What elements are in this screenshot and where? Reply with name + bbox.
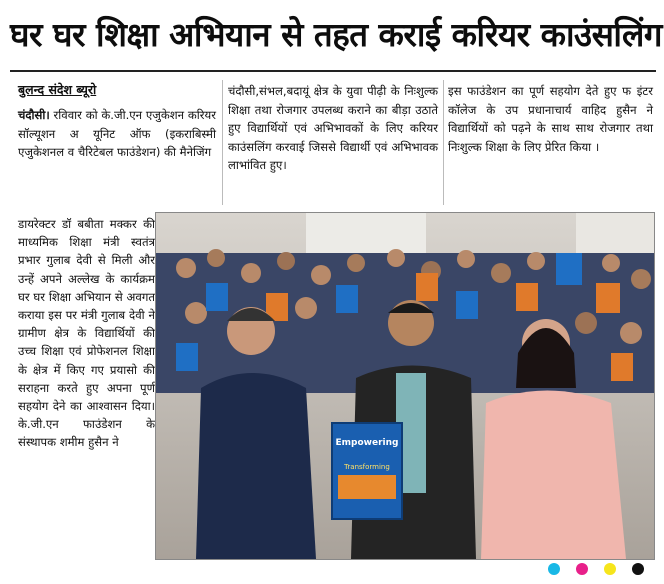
- article-column-1: [18, 106, 216, 162]
- black-mark: [632, 563, 644, 575]
- print-registration-marks: [548, 563, 656, 575]
- cyan-mark: [548, 563, 560, 575]
- book-subtitle: Transforming: [344, 463, 390, 471]
- dateline: चंदौसी।: [18, 108, 50, 122]
- magenta-mark: [576, 563, 588, 575]
- column-1-text: रविवार को के.जी.एन एजुकेशन करियर सॉल्यूशन अ यूनिट ऑफ (इकराबिस्मी एजुकेशनल व चैरिटेबल फाउंडेशन) की मैनेजिंग: [18, 108, 216, 160]
- byline: बुलन्द संदेश ब्यूरो: [18, 82, 97, 97]
- classroom-photo-illustration: [156, 213, 654, 559]
- article-column-2: चंदौसी,संभल,बदायूं क्षेत्र के युवा पीढ़ी के निःशुल्क शिक्षा तथा रोजगार उपलब्ध कराने का बीड़ा उठाते हुए विद्यार्थियों एवं अभिभावकों के लिए करियर काउंसलिंग करवाई जिससे विद्यार्थी एवं अभिभावक लाभांवित हुए।: [228, 84, 438, 173]
- book-title: Empowering: [335, 438, 399, 448]
- column-divider: [222, 80, 223, 205]
- column-divider: [443, 80, 444, 205]
- article-column-3: इस फाउंडेशन का पूर्ण सहयोग देते हुए फ इंटर कॉलेज के उप प्रधानाचार्य वाहिद हुसैन ने विद्यार्थियों को पढ़ने के साथ साथ रोजगार तथा निःशुल्क शिक्षा के लिए प्रेरित किया ।: [448, 84, 653, 154]
- article-column-1-wrap: डायरेक्टर डॉ बबीता मक्कर की माध्यमिक शिक्षा मंत्री स्वतंत्र प्रभार गुलाब देवी से मिली और उन्हें अपने अल्लेख के कार्यक्रम घर घर शिक्षा अभियान से अवगत कराया इस पर मंत्री गुलाब देवी ने ग्रामीण क्षेत्र के विद्यार्थियों की उच्च शिक्षा एवं प्रोफेशनल शिक्षा के क्षेत्र में किए गए प्रयासो की सराहना करते हुए अपना पूर्ण सहयोग देने का आश्वासन दिया। के.जी.एन फाउंडेशन के संस्थापक शमीम हुसैन ने: [18, 217, 155, 450]
- news-photo: [155, 212, 655, 560]
- yellow-mark: [604, 563, 616, 575]
- headline: घर घर शिक्षा अभियान से तहत कराई करियर काउंसलिंग: [10, 15, 662, 54]
- headline-rule: [10, 70, 656, 72]
